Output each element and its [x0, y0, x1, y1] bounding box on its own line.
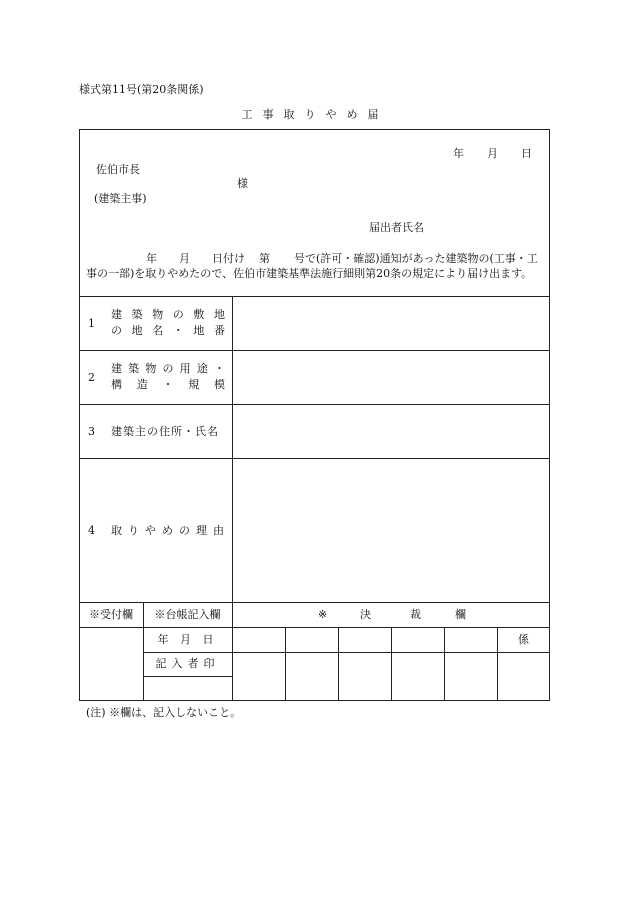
rule-item-1-2	[79, 350, 550, 351]
statement-number-prefix: 第	[259, 252, 270, 265]
date-year: 年	[453, 147, 464, 160]
rule-footer-entry	[143, 676, 232, 677]
statement-paragraph	[86, 251, 548, 281]
item-1-label-line1: 建築物の敷地	[111, 308, 225, 321]
form-note: (注) ※欄は、記入しないこと。	[86, 706, 242, 719]
rule-label-column	[232, 296, 233, 701]
recipient-honorific: 様	[237, 177, 248, 190]
item-4-number: 4	[88, 524, 95, 537]
staff-column-label: 係	[518, 633, 529, 646]
applicant-name-label: 届出者氏名	[369, 221, 424, 234]
statement-text: 号で(許可・確認)通知があった建築物の(工事・工事の一部)を取りやめたので、佐伯市建築基準法施行細則第20条の規定により届け出ます。	[86, 252, 538, 280]
rule-decision-col-4	[444, 627, 445, 701]
entry-row-label: 記入者印	[155, 657, 220, 670]
item-3-number: 3	[88, 425, 95, 438]
item-3-label: 建築主の住所・氏名	[111, 425, 219, 438]
item-1-number: 1	[88, 317, 95, 330]
item-1-label-line2: の地名・地番	[111, 324, 225, 337]
decision-char-1: 決	[360, 608, 371, 621]
item-2-number: 2	[88, 371, 95, 384]
item-2-label	[111, 361, 225, 393]
date-day: 日	[521, 147, 532, 160]
statement-month: 月	[179, 252, 190, 265]
item-2-label-line2: 構造・規模	[111, 378, 225, 391]
recipient-office: 佐伯市長	[96, 163, 140, 176]
date-row-label: 年 月 日	[157, 633, 218, 646]
ledger-header: ※台帳記入欄	[154, 608, 221, 621]
reception-header: ※受付欄	[89, 608, 133, 621]
item-1-label	[111, 307, 225, 339]
rule-decision-col-1	[285, 627, 286, 701]
decision-char-3: 欄	[455, 608, 466, 621]
rule-decision-col-3	[391, 627, 392, 701]
date-month: 月	[487, 147, 498, 160]
decision-mark: ※	[318, 608, 328, 621]
item-2-label-line1: 建築物の用途・	[111, 362, 225, 375]
rule-footer-date	[143, 652, 550, 653]
statement-year: 年	[146, 252, 157, 265]
rule-decision-col-2	[338, 627, 339, 701]
item-4-label: 取りやめの理由	[111, 524, 230, 537]
decision-char-2: 裁	[410, 608, 421, 621]
rule-item-2-3	[79, 404, 550, 405]
rule-items-top	[79, 296, 550, 297]
rule-item-3-4	[79, 458, 550, 459]
form-number: 様式第11号(第20条関係)	[79, 83, 204, 96]
recipient-role: (建築主事)	[94, 192, 147, 205]
statement-day: 日付け	[212, 252, 245, 265]
rule-footer-top	[79, 602, 550, 603]
rule-footer-header	[79, 627, 550, 628]
form-title: 工事取りやめ届	[241, 108, 389, 121]
